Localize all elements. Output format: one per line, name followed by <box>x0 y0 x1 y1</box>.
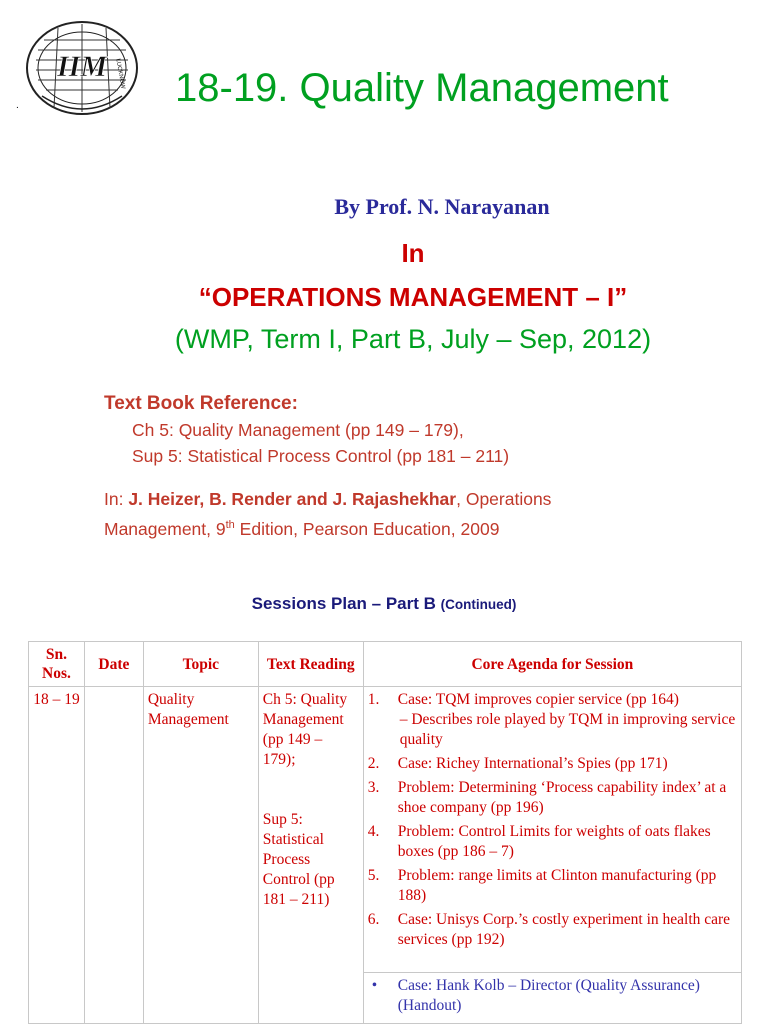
sessions-plan-title <box>0 594 768 614</box>
textbook-line-2: Sup 5: Statistical Process Control (pp 181 – 211) <box>132 446 510 466</box>
textbook-line-1: Ch 5: Quality Management (pp 149 – 179), <box>132 420 464 440</box>
cell-topic: Quality Management <box>143 687 258 1024</box>
agenda-sub-text: – Describes role played by TQM in improving service quality <box>399 711 736 748</box>
reading-sup5: Sup 5: Statistical Process Control (pp 181 – 211) <box>262 811 335 908</box>
sessions-title-text: Sessions Plan – Part B <box>251 594 441 613</box>
list-item: 4. Problem: Control Limits for weights of oats flakes boxes (pp 186 – 7) <box>367 823 711 860</box>
edition-superscript: th <box>225 519 235 531</box>
cell-date <box>84 687 143 1024</box>
book-reference <box>104 486 624 542</box>
svg-text:IIM: IIM <box>56 50 108 83</box>
page-title: 18-19. Quality Management <box>175 66 669 110</box>
term-info: (WMP, Term I, Part B, July – Sep, 2012) <box>174 324 652 354</box>
sessions-table <box>28 641 742 1024</box>
cell-sn: 18 – 19 <box>29 687 85 1024</box>
in-label: In: <box>104 489 129 509</box>
cell-agenda <box>363 687 741 973</box>
cell-agenda-extra <box>363 973 741 1024</box>
list-item: 2. Case: Richey International’s Spies (pp 171) <box>367 755 668 772</box>
book-title-part2: Edition, Pearson Education, 2009 <box>234 518 500 539</box>
course-title: “OPERATIONS MANAGEMENT – I” <box>198 282 628 312</box>
table-row <box>29 687 742 973</box>
list-item: 5. Problem: range limits at Clinton manufacturing (pp 188) <box>367 867 717 904</box>
sessions-continued: (Continued) <box>440 597 517 612</box>
header-agenda: Core Agenda for Session <box>363 642 741 687</box>
cell-reading <box>258 687 363 1024</box>
header-sn: Sn. Nos. <box>29 642 85 687</box>
list-item: 3. Problem: Determining ‘Process capability index’ at a shoe company (pp 196) <box>367 779 727 816</box>
reading-ch5: Ch 5: Quality Management (pp 149 – 179); <box>262 691 348 768</box>
book-title-part1: , Operations Management, 9 <box>104 489 552 539</box>
in-word: In <box>401 238 425 268</box>
decorative-dot: . <box>16 100 19 111</box>
header-reading: Text Reading <box>258 642 363 687</box>
list-item: 6. Case: Unisys Corp.’s costly experiment in health care services (pp 192) <box>367 911 731 948</box>
extra-list <box>368 976 737 1016</box>
book-authors: J. Heizer, B. Render and J. Rajashekhar <box>128 489 457 509</box>
table-header-row <box>29 642 742 687</box>
header-topic: Topic <box>143 642 258 687</box>
list-item: • Case: Hank Kolb – Director (Quality Assurance) (Handout) <box>371 977 700 1014</box>
header-date: Date <box>84 642 143 687</box>
textbook-heading: Text Book Reference: <box>104 393 298 414</box>
agenda-list <box>368 690 737 950</box>
iim-lucknow-logo <box>24 18 140 118</box>
byline: By Prof. N. Narayanan <box>334 194 550 219</box>
svg-text:LUCKNOW: LUCKNOW <box>114 58 126 90</box>
list-item: 1. Case: TQM improves copier service (pp 164) – Describes role played by TQM in improving service quality <box>367 691 736 748</box>
